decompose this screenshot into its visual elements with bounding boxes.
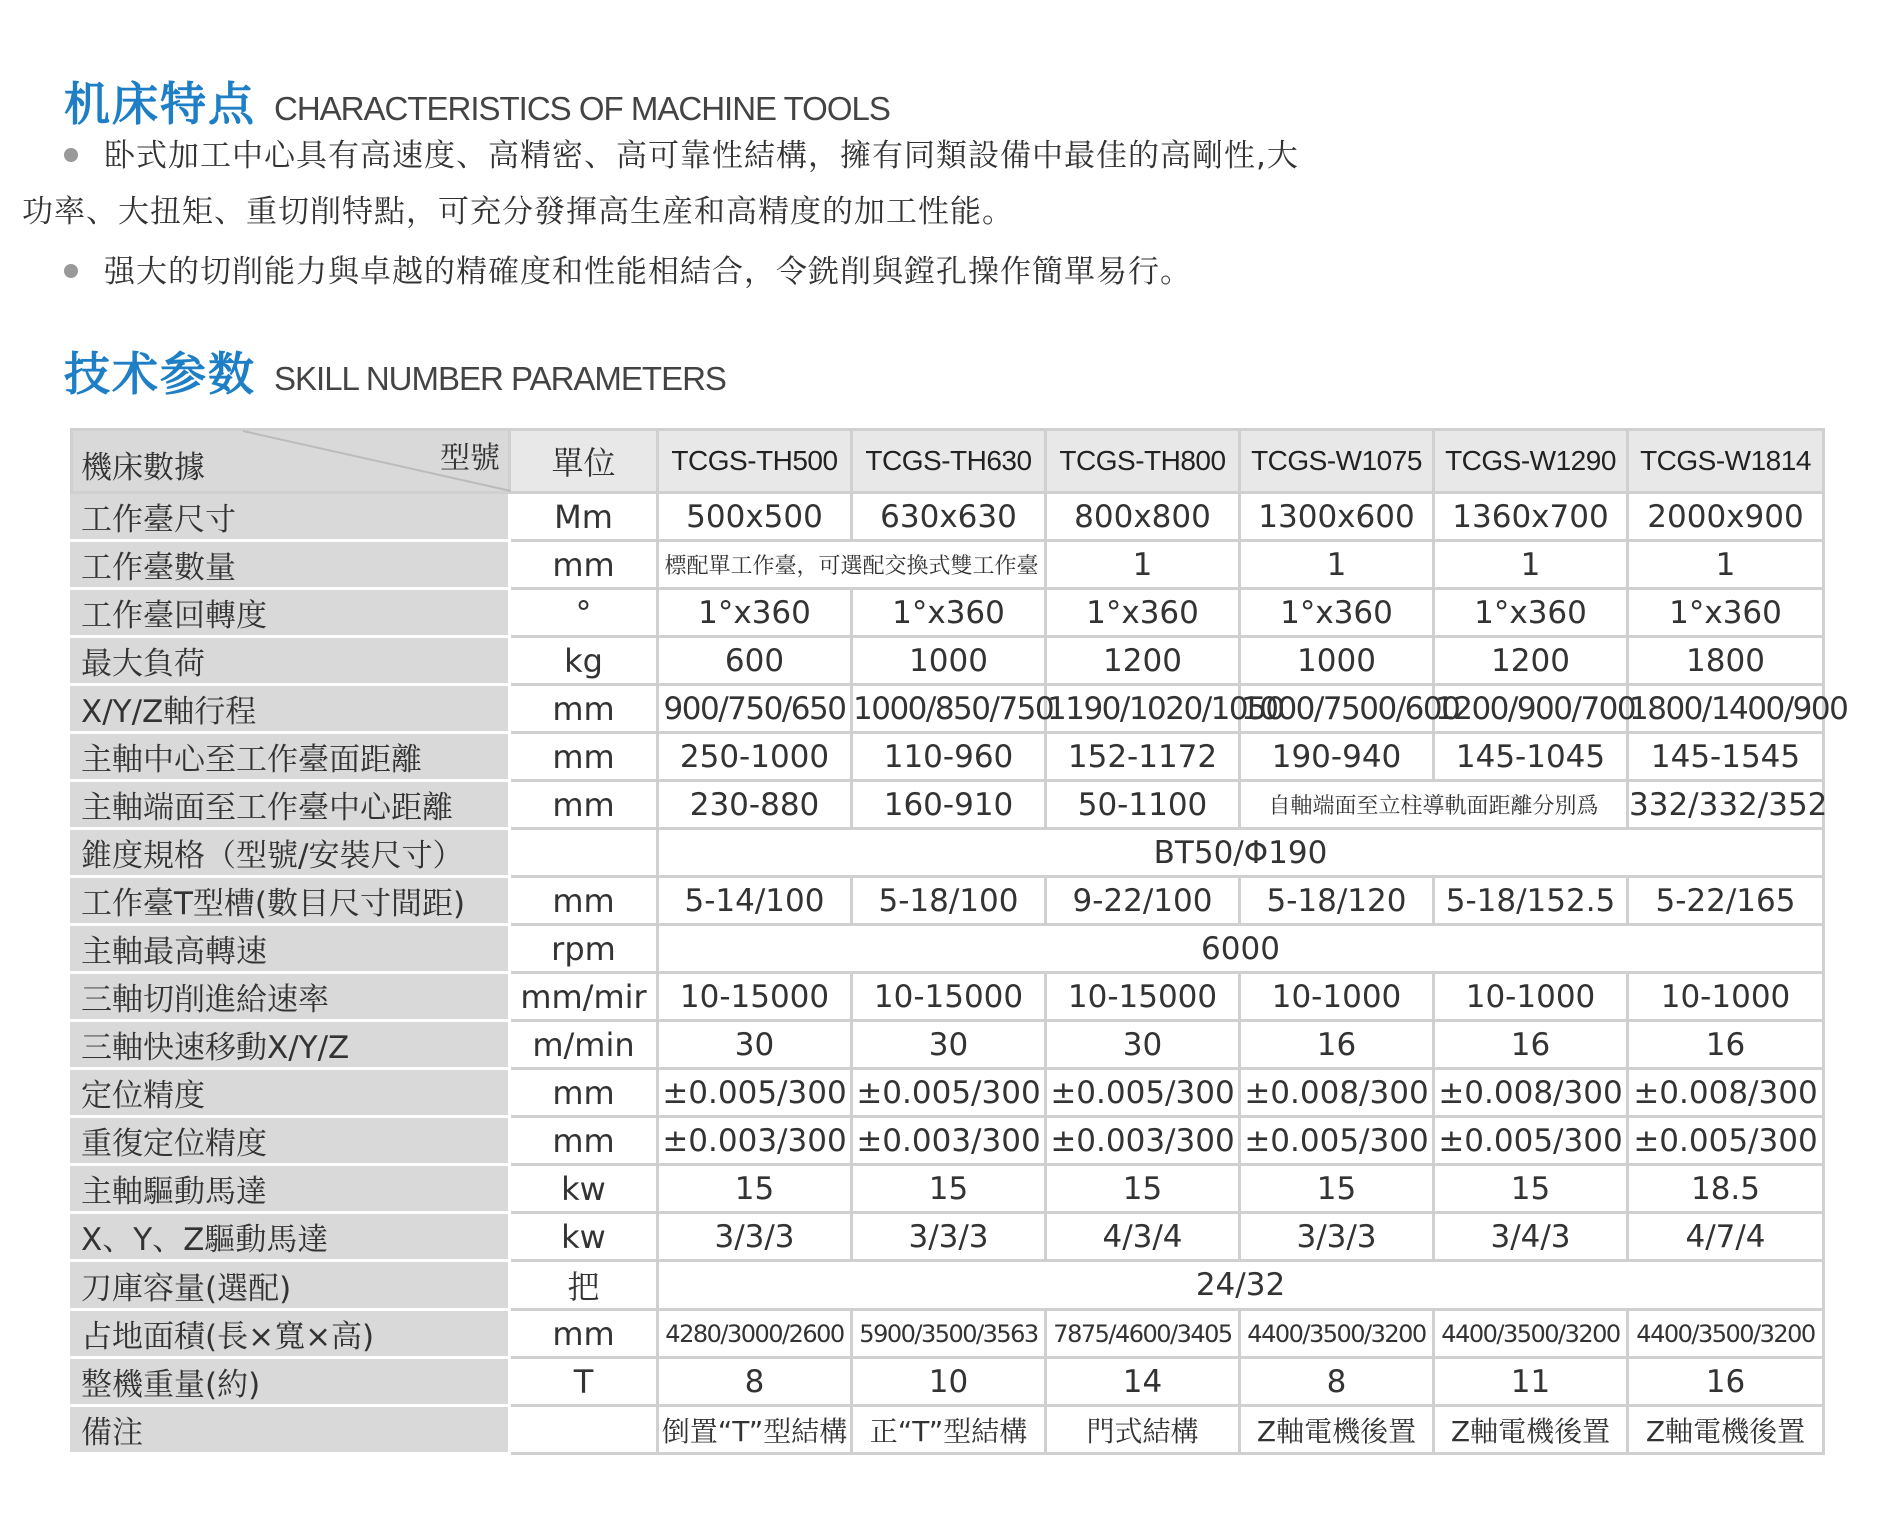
row-unit: kg	[510, 637, 658, 685]
value-cell: 1200/900/700	[1434, 685, 1628, 733]
table-row	[72, 925, 1824, 973]
value-cell: 5-18/100	[852, 877, 1046, 925]
table-row	[72, 589, 1824, 637]
table-row	[72, 1021, 1824, 1069]
unit-header: 單位	[510, 430, 658, 493]
value-cell: 1	[1434, 541, 1628, 589]
row-label: 定位精度	[72, 1069, 510, 1117]
value-cell: 3/4/3	[1434, 1213, 1628, 1261]
value-cell: 4400/3500/3200	[1240, 1310, 1434, 1358]
value-cell: 30	[852, 1021, 1046, 1069]
row-unit: mm	[510, 685, 658, 733]
value-cell: 145-1545	[1628, 733, 1824, 781]
value-cell: 630x630	[852, 493, 1046, 541]
row-label: 錐度規格（型號/安裝尺寸）	[72, 829, 510, 877]
value-cell: 4/3/4	[1046, 1213, 1240, 1261]
value-cell: ±0.008/300	[1628, 1069, 1824, 1117]
value-cell: 1°x360	[1628, 589, 1824, 637]
value-cell: 5900/3500/3563	[852, 1310, 1046, 1358]
row-label: 主軸最高轉速	[72, 925, 510, 973]
value-cell: 16	[1628, 1021, 1824, 1069]
value-cell: 1200	[1434, 637, 1628, 685]
merged-note-cell: 標配單工作臺，可選配交換式雙工作臺	[658, 541, 1046, 589]
value-cell: 30	[658, 1021, 852, 1069]
value-cell: 1	[1046, 541, 1240, 589]
value-cell: 7875/4600/3405	[1046, 1310, 1240, 1358]
value-cell: 5-18/152.5	[1434, 877, 1628, 925]
value-cell: 500x500	[658, 493, 852, 541]
row-label: 主軸驅動馬達	[72, 1165, 510, 1213]
row-label: 主軸端面至工作臺中心距離	[72, 781, 510, 829]
value-cell: 11	[1434, 1358, 1628, 1406]
value-cell: 倒置“T”型結構	[658, 1406, 852, 1454]
row-unit: mm	[510, 541, 658, 589]
table-row	[72, 1117, 1824, 1165]
table-row	[72, 493, 1824, 541]
section-title-en: CHARACTERISTICS OF MACHINE TOOLS	[274, 90, 890, 127]
value-cell: 5-22/165	[1628, 877, 1824, 925]
value-cell: 152-1172	[1046, 733, 1240, 781]
row-unit: °	[510, 589, 658, 637]
row-unit: mm	[510, 781, 658, 829]
row-unit	[510, 1406, 658, 1454]
value-cell: 145-1045	[1434, 733, 1628, 781]
row-unit	[510, 829, 658, 877]
value-cell: 15	[1240, 1165, 1434, 1213]
value-cell: 900/750/650	[658, 685, 852, 733]
table-row	[72, 781, 1824, 829]
model-header: TCGS-W1814	[1628, 430, 1824, 493]
value-cell: 3/3/3	[852, 1213, 1046, 1261]
row-label: 整機重量(約)	[72, 1358, 510, 1406]
value-cell: 250-1000	[658, 733, 852, 781]
model-header: TCGS-W1075	[1240, 430, 1434, 493]
value-cell: 800x800	[1046, 493, 1240, 541]
table-row	[72, 829, 1824, 877]
table-row	[72, 1165, 1824, 1213]
row-label: 三軸快速移動X/Y/Z	[72, 1021, 510, 1069]
value-cell: 8	[1240, 1358, 1434, 1406]
value-cell: 5-18/120	[1240, 877, 1434, 925]
feature-text-1b: 功率、大扭矩、重切削特點，可充分發揮高生産和高精度的加工性能。	[22, 194, 1014, 230]
table-row	[72, 541, 1824, 589]
corner-model-label: 型號	[440, 441, 500, 476]
model-header: TCGS-W1290	[1434, 430, 1628, 493]
value-cell: 1000/850/750	[852, 685, 1046, 733]
value-cell: 16	[1434, 1021, 1628, 1069]
merged-value-cell: BT50/Φ190	[658, 829, 1824, 877]
value-cell: 1800/1400/900	[1628, 685, 1824, 733]
value-cell: 1°x360	[1046, 589, 1240, 637]
row-unit: mm	[510, 1069, 658, 1117]
value-cell: ±0.005/300	[852, 1069, 1046, 1117]
feature-paragraph-1	[64, 130, 1299, 175]
spec-table	[70, 428, 1848, 1455]
value-cell: 190-940	[1240, 733, 1434, 781]
value-cell: 3/3/3	[1240, 1213, 1434, 1261]
row-unit: mm	[510, 1310, 658, 1358]
value-cell: 10-1000	[1240, 973, 1434, 1021]
section-title-cn: 机床特点	[64, 77, 256, 131]
value-cell: 4/7/4	[1628, 1213, 1824, 1261]
row-label: 主軸中心至工作臺面距離	[72, 733, 510, 781]
table-row	[72, 685, 1824, 733]
section-title-en: SKILL NUMBER PARAMETERS	[274, 360, 726, 397]
spec-table-body	[72, 493, 1848, 1454]
value-cell: 2000x900	[1628, 493, 1824, 541]
value-cell: 5-14/100	[658, 877, 852, 925]
value-cell: 332/332/352	[1628, 781, 1824, 829]
bullet-dot-icon	[64, 264, 78, 278]
value-cell: 15	[1434, 1165, 1628, 1213]
row-label: 最大負荷	[72, 637, 510, 685]
table-row	[72, 733, 1824, 781]
value-cell: 10-1000	[1628, 973, 1824, 1021]
table-row	[72, 1406, 1824, 1454]
value-cell: 10-1000	[1434, 973, 1628, 1021]
value-cell: 10	[852, 1358, 1046, 1406]
row-unit: m/min	[510, 1021, 658, 1069]
row-label: 工作臺回轉度	[72, 589, 510, 637]
value-cell: 9-22/100	[1046, 877, 1240, 925]
feature-paragraph-2	[64, 246, 1192, 291]
table-row	[72, 1069, 1824, 1117]
merged-value-cell: 24/32	[658, 1261, 1824, 1310]
row-unit: mm	[510, 1117, 658, 1165]
bullet-dot-icon	[64, 148, 78, 162]
value-cell: 10-15000	[852, 973, 1046, 1021]
value-cell: 1°x360	[658, 589, 852, 637]
value-cell: 600	[658, 637, 852, 685]
table-row	[72, 877, 1824, 925]
value-cell: 10-15000	[658, 973, 852, 1021]
value-cell: 4400/3500/3200	[1434, 1310, 1628, 1358]
value-cell: 15	[1046, 1165, 1240, 1213]
value-cell: 230-880	[658, 781, 852, 829]
value-cell: Z軸電機後置	[1240, 1406, 1434, 1454]
value-cell: 50-1100	[1046, 781, 1240, 829]
row-label: 工作臺T型槽(數目尺寸間距)	[72, 877, 510, 925]
value-cell: 1	[1240, 541, 1434, 589]
row-unit: kw	[510, 1165, 658, 1213]
table-header-row	[72, 430, 1824, 493]
row-unit: mm	[510, 877, 658, 925]
value-cell: 15	[658, 1165, 852, 1213]
value-cell: ±0.005/300	[1628, 1117, 1824, 1165]
value-cell: Z軸電機後置	[1628, 1406, 1824, 1454]
value-cell: 15	[852, 1165, 1046, 1213]
value-cell: 1190/1020/1050	[1046, 685, 1240, 733]
row-label: X、Y、Z驅動馬達	[72, 1213, 510, 1261]
value-cell: ±0.003/300	[658, 1117, 852, 1165]
value-cell: Z軸電機後置	[1434, 1406, 1628, 1454]
row-unit: rpm	[510, 925, 658, 973]
value-cell: ±0.005/300	[658, 1069, 852, 1117]
value-cell: 16	[1628, 1358, 1824, 1406]
value-cell: 16	[1240, 1021, 1434, 1069]
value-cell: 1300x600	[1240, 493, 1434, 541]
value-cell: ±0.005/300	[1434, 1117, 1628, 1165]
model-header: TCGS-TH630	[852, 430, 1046, 493]
value-cell: 30	[1046, 1021, 1240, 1069]
corner-cell	[72, 430, 510, 493]
table-row	[72, 1261, 1824, 1310]
feature-text-1a: 卧式加工中心具有高速度、高精密、高可靠性結構，擁有同類設備中最佳的高剛性,大	[104, 138, 1299, 174]
table-row	[72, 1213, 1824, 1261]
row-label: X/Y/Z軸行程	[72, 685, 510, 733]
row-label: 占地面積(長×寬×高)	[72, 1310, 510, 1358]
feature-paragraph-1-cont	[22, 186, 1014, 231]
value-cell: 1360x700	[1434, 493, 1628, 541]
value-cell: 4400/3500/3200	[1628, 1310, 1824, 1358]
table-row	[72, 973, 1824, 1021]
section-title-characteristics	[64, 68, 890, 134]
value-cell: 門式結構	[1046, 1406, 1240, 1454]
value-cell: 110-960	[852, 733, 1046, 781]
merged-value-cell: 6000	[658, 925, 1824, 973]
value-cell: 160-910	[852, 781, 1046, 829]
value-cell: ±0.008/300	[1434, 1069, 1628, 1117]
row-unit: 把	[510, 1261, 658, 1310]
value-cell: 14	[1046, 1358, 1240, 1406]
row-label: 重復定位精度	[72, 1117, 510, 1165]
value-cell: 1°x360	[1434, 589, 1628, 637]
row-label: 工作臺數量	[72, 541, 510, 589]
model-header: TCGS-TH800	[1046, 430, 1240, 493]
value-cell: 正“T”型結構	[852, 1406, 1046, 1454]
value-cell: 3/3/3	[658, 1213, 852, 1261]
value-cell: 1000	[852, 637, 1046, 685]
row-unit: mm	[510, 733, 658, 781]
value-cell: 1°x360	[852, 589, 1046, 637]
row-label: 刀庫容量(選配)	[72, 1261, 510, 1310]
table-row	[72, 1310, 1824, 1358]
section-title-parameters	[64, 338, 726, 404]
value-cell: 18.5	[1628, 1165, 1824, 1213]
row-label: 工作臺尺寸	[72, 493, 510, 541]
merged-note-cell: 自軸端面至立柱導軌面距離分別爲	[1240, 781, 1628, 829]
value-cell: 1000/7500/600	[1240, 685, 1434, 733]
value-cell: 10-15000	[1046, 973, 1240, 1021]
corner-data-label: 機床數據	[81, 450, 205, 486]
value-cell: ±0.008/300	[1240, 1069, 1434, 1117]
row-unit: mm/mir	[510, 973, 658, 1021]
table-row	[72, 1358, 1824, 1406]
value-cell: ±0.003/300	[852, 1117, 1046, 1165]
model-header: TCGS-TH500	[658, 430, 852, 493]
feature-text-2: 强大的切削能力與卓越的精確度和性能相結合，令銑削與鏜孔操作簡單易行。	[104, 254, 1192, 290]
value-cell: 1200	[1046, 637, 1240, 685]
table-row	[72, 637, 1824, 685]
row-label: 備注	[72, 1406, 510, 1454]
row-label: 三軸切削進給速率	[72, 973, 510, 1021]
value-cell: 1800	[1628, 637, 1824, 685]
row-unit: Mm	[510, 493, 658, 541]
value-cell: 1	[1628, 541, 1824, 589]
value-cell: 4280/3000/2600	[658, 1310, 852, 1358]
value-cell: 1000	[1240, 637, 1434, 685]
value-cell: 8	[658, 1358, 852, 1406]
row-unit: T	[510, 1358, 658, 1406]
value-cell: 1°x360	[1240, 589, 1434, 637]
row-unit: kw	[510, 1213, 658, 1261]
value-cell: ±0.005/300	[1240, 1117, 1434, 1165]
section-title-cn: 技术参数	[64, 347, 256, 401]
value-cell: ±0.003/300	[1046, 1117, 1240, 1165]
value-cell: ±0.005/300	[1046, 1069, 1240, 1117]
